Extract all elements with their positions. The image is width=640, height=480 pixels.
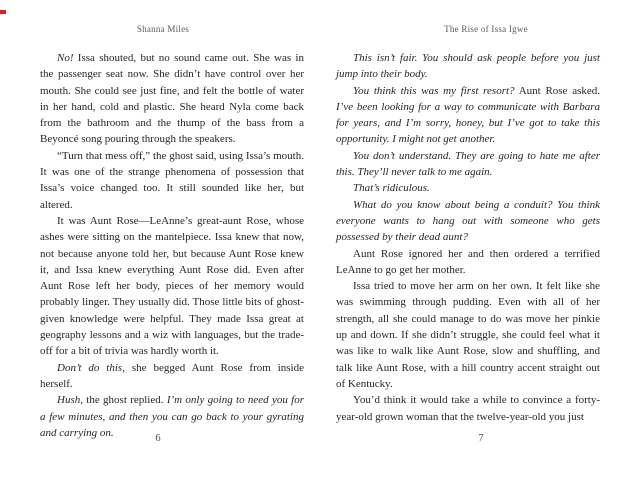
italic-text-run: Don’t do this, (57, 361, 125, 374)
paragraph (40, 148, 304, 213)
paragraph (336, 50, 600, 83)
text-run: “Turn that mess off,” the ghost said, using Issa’s mouth. It was one of the strange phenomena of possession that Issa’s voice changed too. It still sounded like her, but altered. (40, 149, 304, 211)
paragraph (336, 197, 600, 246)
page-number: 6 (155, 433, 161, 444)
running-head-author: Shanna Miles (136, 24, 190, 34)
text-run: You’d think it would take a while to convince a forty-year-old grown woman that the twelve-year-old you just (336, 394, 600, 423)
italic-text-run: You don’t understand. They are going to hate me after this. They’ll never talk to me again. (336, 149, 600, 179)
italic-text-run: No! (57, 52, 74, 64)
italic-text-run: You think this was my first resort? (353, 84, 515, 97)
text-run: Issa tried to move her arm on her own. It felt like she was swimming through pudding. Even with all of her strength, all she could manage to do was move her pinkie up and down. If she didn’t struggle, she could feel what it was like to walk like Aunt Rose, slow and shuffling, and talk like Aunt Rose, with a hill country accent straight out of Kentucky. (336, 280, 600, 390)
italic-text-run: I’m only going to need you for a few minutes, and then you can go back to your gyrating and carrying on. (40, 394, 304, 439)
paragraph (336, 148, 600, 181)
page-body (40, 50, 304, 441)
red-edge-mark (0, 10, 6, 14)
paragraph (336, 278, 600, 392)
paragraph (40, 213, 304, 360)
paragraph (336, 392, 600, 425)
page-number: 7 (478, 433, 484, 444)
text-run: Aunt Rose asked. (514, 84, 600, 97)
page-body (336, 50, 600, 425)
italic-text-run: Hush, (57, 394, 83, 407)
paragraph (336, 180, 600, 196)
text-run: Issa shouted, but no sound came out. She was in the passenger seat now. She didn’t have control over her mouth. She could see just fine, and felt the bottle of water in her hand, cold and plastic. She heard Nyla come back from the bathroom and the thump of the bass from a Beyoncé song pouring through the speakers. (40, 52, 304, 146)
text-run: Aunt Rose ignored her and then ordered a terrified LeAnne to go get her mother. (336, 247, 600, 276)
italic-text-run: I’ve been looking for a way to communicate with Barbara for years, and I’m sorry, honey, but I’ve got to take this opportunity. I might not get another. (336, 100, 600, 146)
italic-text-run: What do you know about being a conduit? You think everyone wants to hang out with someone who gets possessed by their dead aunt? (336, 198, 600, 244)
italic-text-run: This isn’t fair. You should ask people before you just jump into their body. (336, 52, 600, 81)
running-head-title: The Rise of Issa Igwe (444, 24, 528, 34)
right-page (336, 0, 600, 480)
left-page (40, 0, 304, 480)
paragraph (40, 360, 304, 393)
paragraph (336, 246, 600, 279)
italic-text-run: That’s ridiculous. (353, 182, 430, 195)
text-run: It was Aunt Rose—LeAnne’s great-aunt Rose, whose ashes were sitting on the mantelpiece. Issa knew that now, not because anyone told her, but because Aunt Rose knew it, and Issa knew everything Aunt Rose did. Even after Aunt Rose left her body, pieces of her memory would probably linger. They usually did. Those little bits of ghost-given knowledge were helpful. They made Issa great at geography lessons and a wiz with languages, but the trade-off for a bit of trivia was hardly worth it. (40, 214, 304, 358)
paragraph (40, 50, 304, 148)
text-run: the ghost replied. (82, 394, 167, 407)
paragraph (336, 83, 600, 148)
text-run: she begged Aunt Rose from inside herself. (40, 361, 304, 390)
